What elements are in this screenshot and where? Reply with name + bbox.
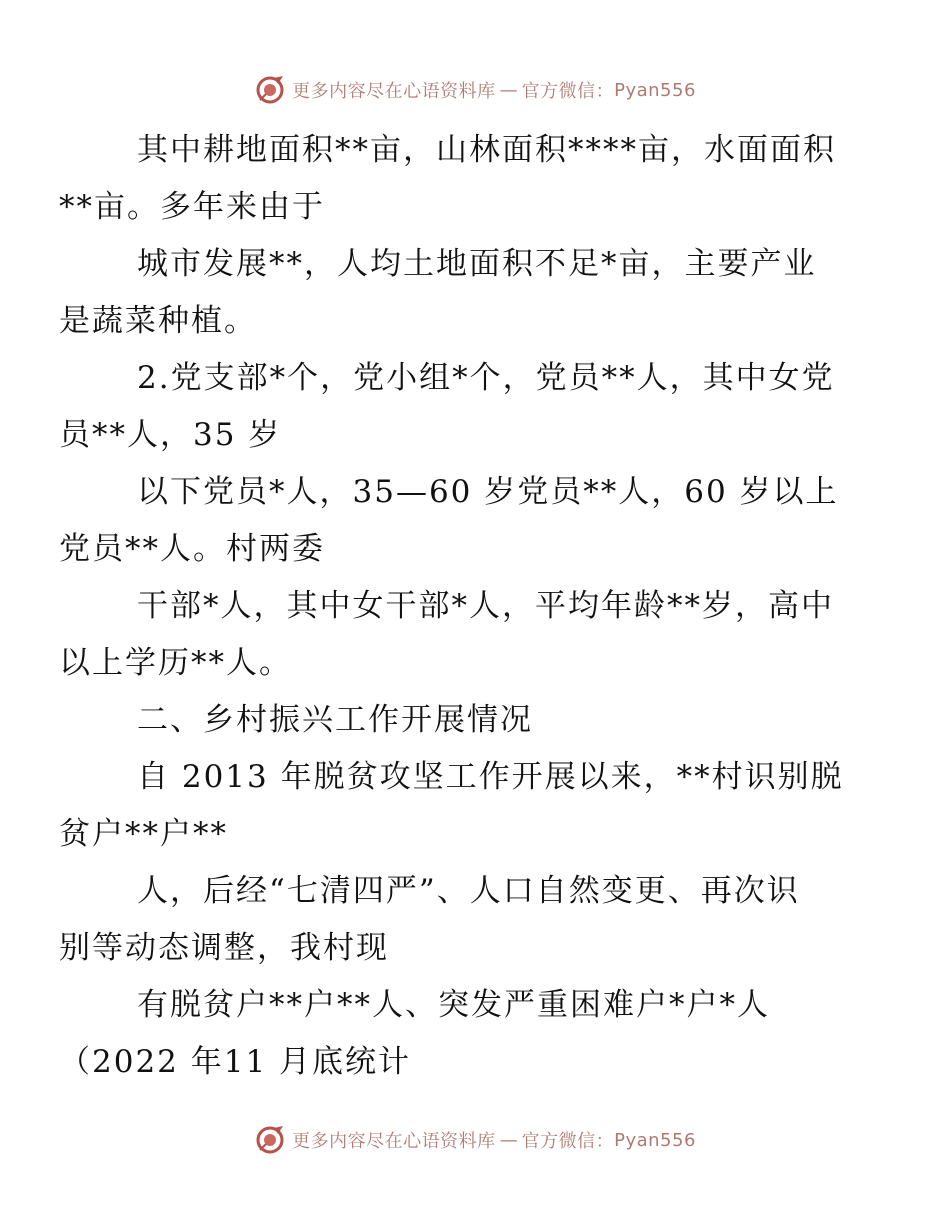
paragraph-line [59,749,858,863]
footer-watermark [0,1120,950,1160]
line-second: 贫户**户** [59,816,228,852]
watermark-handle: Pyan556 [614,1129,696,1151]
section-heading [98,692,858,749]
paragraph-line [59,977,858,1091]
line-first: 干部*人，其中女干部*人，平均年龄**岁，高中 [137,588,834,624]
line-second: 别等动态调整，我村现 [59,930,389,966]
watermark-main-text: 更多内容尽在心语资料库 [292,1131,496,1152]
line-first: 城市发展**，人均土地面积不足*亩，主要产业 [137,246,817,282]
document-body [59,122,858,1091]
heading-text: 二、乡村振兴工作开展情况 [137,702,533,738]
paragraph-line [59,578,858,692]
pen-seal-logo-icon [254,1124,286,1156]
line-second: （2022 年11 月底统计 [59,1044,412,1080]
line-second: 以上学历**人。 [59,645,292,681]
line-second: **亩。多年来由于 [59,189,325,225]
line-first: 人，后经“七清四严”、人口自然变更、再次识 [137,873,800,909]
line-second: 员**人，35 岁 [59,417,282,453]
pen-seal-logo-icon [254,74,286,106]
watermark-label: 官方微信： [521,1131,615,1152]
line-first: 自 2013 年脱贫攻坚工作开展以来，**村识别脱 [137,759,844,795]
paragraph-line [59,464,858,578]
watermark-label: 官方微信： [521,81,615,102]
watermark-separator: — [499,1129,518,1151]
watermark-handle: Pyan556 [614,79,696,101]
line-first: 有脱贫户**户**人、突发严重困难户*户*人 [137,987,770,1023]
watermark-separator: — [499,79,518,101]
line-first: 以下党员*人，35—60 岁党员**人，60 岁以上 [137,474,839,510]
header-watermark [0,70,950,110]
line-second: 是蔬菜种植。 [59,303,257,339]
watermark-main-text: 更多内容尽在心语资料库 [292,81,496,102]
paragraph-line [59,863,858,977]
paragraph-line [59,122,858,236]
line-first: 其中耕地面积**亩，山林面积****亩，水面面积 [137,132,836,168]
line-second: 党员**人。村两委 [59,531,325,567]
line-first: 2.党支部*个，党小组*个，党员**人，其中女党 [137,360,835,396]
paragraph-line [59,236,858,350]
paragraph-line [59,350,858,464]
